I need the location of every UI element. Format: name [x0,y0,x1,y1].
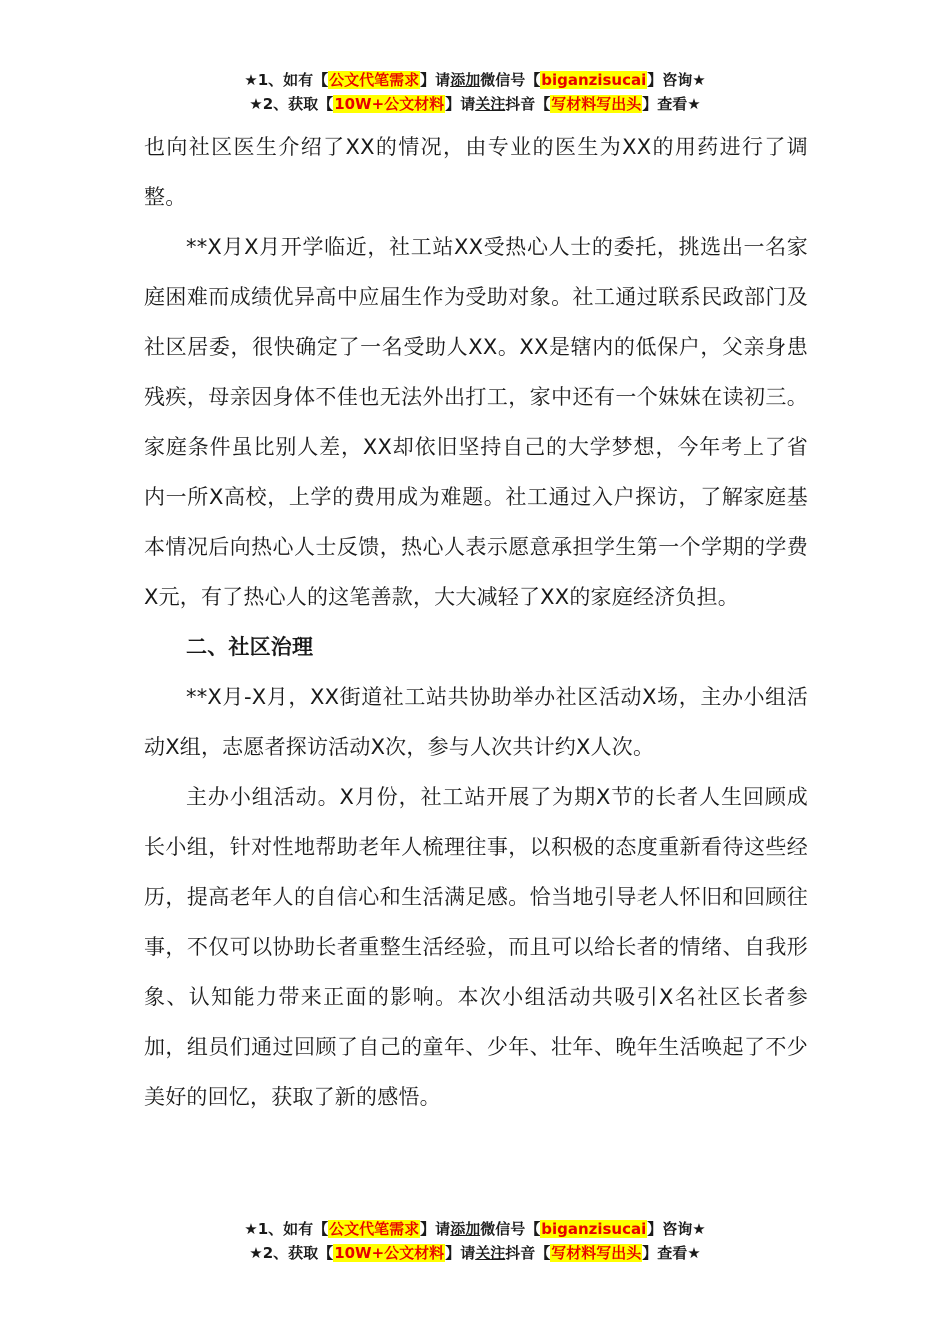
paragraph: **X月X月开学临近，社工站XX受热心人士的委托，挑选出一名家庭困难而成绩优异高中应届生作为受助对象。社工通过联系民政部门及社区居委，很快确定了一名受助人XX。XX是辖内的低保户，父亲身患残疾，母亲因身体不佳也无法外出打工，家中还有一个妹妹在读初三。家庭条件虽比别人差，XX却依旧坚持自己的大学梦想，今年考上了省内一所X高校，上学的费用成为难题。社工通过入户探访，了解家庭基本情况后向热心人士反馈，热心人表示愿意承担学生第一个学期的学费X元，有了热心人的这笔善款，大大减轻了XX的家庭经济负担。 [144,235,808,609]
banner-text: 】请 [420,1220,451,1238]
banner-line-2 [0,1241,950,1265]
banner-text: 抖音【 [505,95,551,113]
header-banner [0,68,950,116]
highlight-text: 10W+公文材料 [334,95,445,113]
underlined-text: 添加 [450,1220,481,1238]
douyin-id: 写材料写出头 [551,1244,642,1262]
highlight-text: 公文代笔需求 [329,71,420,89]
banner-text: 】查看★ [642,95,701,113]
banner-text: 抖音【 [505,1244,551,1262]
underlined-text: 添加 [450,71,481,89]
paragraph: 主办小组活动。X月份，社工站开展了为期X节的长者人生回顾成长小组，针对性地帮助老年人梳理往事，以积极的态度重新看待这些经历，提高老年人的自信心和生活满足感。恰当地引导老人怀旧和回顾往事，不仅可以协助长者重整生活经验，而且可以给长者的情绪、自我形象、认知能力带来正面的影响。本次小组活动共吸引X名社区长者参加，组员们通过回顾了自己的童年、少年、壮年、晚年生活唤起了不少美好的回忆，获取了新的感悟。 [144,785,808,1109]
banner-text: 微信号【 [480,1220,541,1238]
section-heading: 二、社区治理 [186,635,314,659]
banner-text: 】查看★ [642,1244,701,1262]
banner-text: ★1、如有【 [244,1220,329,1238]
banner-text: 微信号【 [480,71,541,89]
highlight-text: 10W+公文材料 [334,1244,445,1262]
banner-text: 】请 [445,1244,476,1262]
highlight-text: 公文代笔需求 [329,1220,420,1238]
banner-line-1 [0,1217,950,1241]
underlined-text: 关注 [475,1244,506,1262]
banner-line-1 [0,68,950,92]
document-body [144,122,808,1122]
banner-text: 】咨询★ [647,1220,706,1238]
banner-text: ★2、获取【 [249,1244,334,1262]
paragraph: 也向社区医生介绍了XX的情况，由专业的医生为XX的用药进行了调整。 [144,135,808,209]
banner-text: 】咨询★ [647,71,706,89]
douyin-id: 写材料写出头 [551,95,642,113]
banner-text: ★2、获取【 [249,95,334,113]
paragraph: **X月-X月，XX街道社工站共协助举办社区活动X场，主办小组活动X组，志愿者探访活动X次，参与人次共计约X人次。 [144,685,808,759]
wechat-id: biganzisucai [541,1220,647,1238]
wechat-id: biganzisucai [541,71,647,89]
banner-text: 】请 [420,71,451,89]
underlined-text: 关注 [475,95,506,113]
banner-text: 】请 [445,95,476,113]
banner-text: ★1、如有【 [244,71,329,89]
banner-line-2 [0,92,950,116]
footer-banner [0,1217,950,1265]
